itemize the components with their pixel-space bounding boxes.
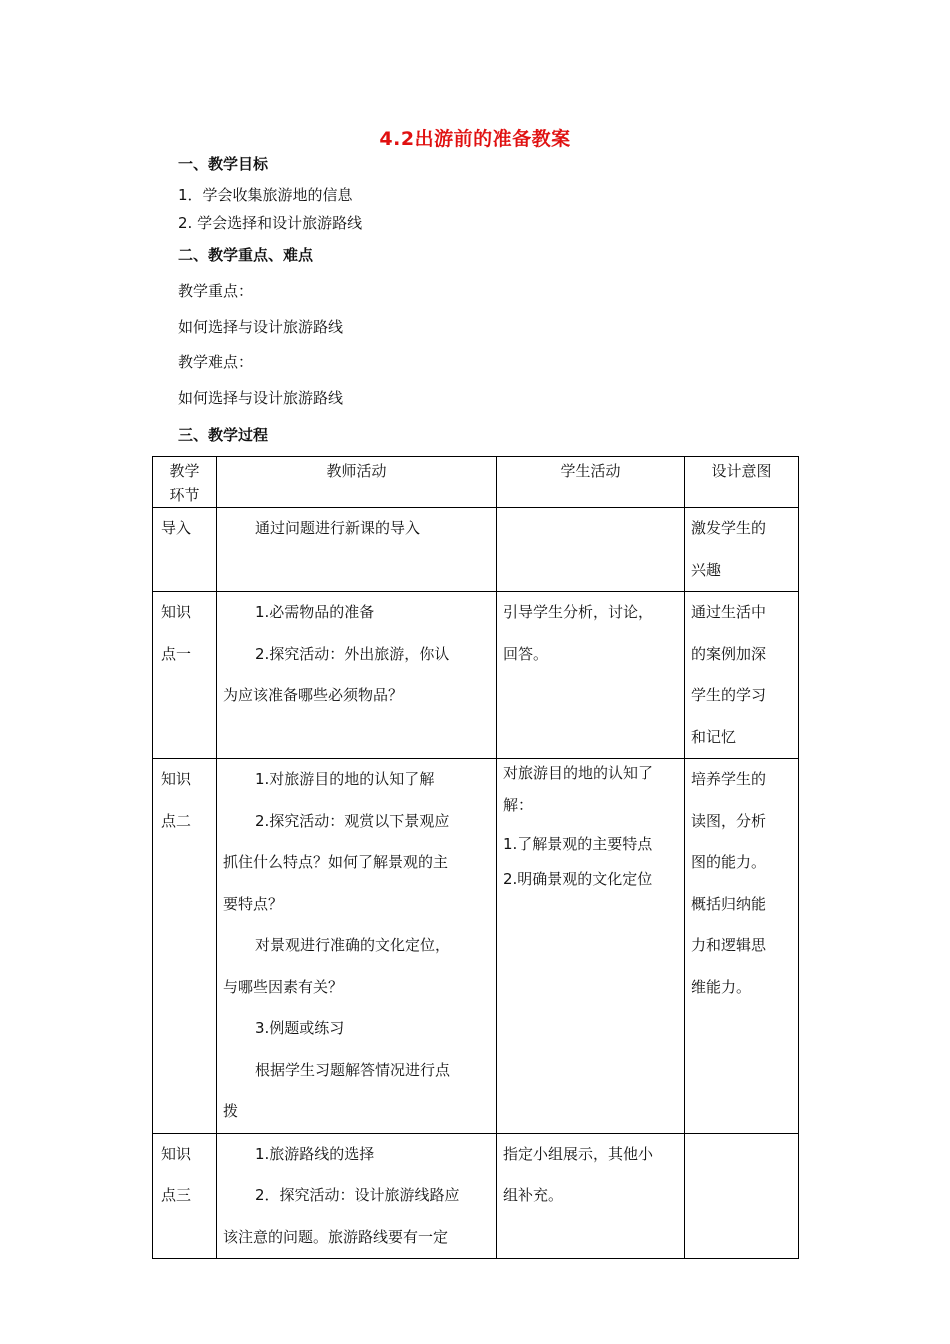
cell-line: 力和逻辑思 [691, 936, 767, 954]
section-heading-objectives: 一、教学目标 [178, 155, 269, 173]
cell-line: 通过问题进行新课的导入 [255, 519, 421, 537]
objective-item: 2. 学会选择和设计旅游路线 [178, 214, 363, 232]
cell-line: 1.了解景观的主要特点 [503, 834, 653, 853]
cell-line: 要特点？ [223, 894, 284, 913]
objective-item: 1．学会收集旅游地的信息 [178, 186, 353, 204]
difficulty-label: 教学难点： [178, 353, 254, 371]
cell-stage [153, 759, 217, 1134]
cell-intent [685, 759, 799, 1134]
cell-line: 读图，分析 [691, 811, 767, 830]
lesson-process-table [152, 456, 799, 1259]
cell-line: 维能力。 [691, 977, 752, 996]
header-teacher: 教师活动 [217, 457, 497, 508]
cell-line: 3.例题或练习 [255, 1019, 345, 1037]
cell-line: 和记忆 [691, 727, 737, 746]
cell-line: 对景观进行准确的文化定位， [255, 936, 451, 954]
cell-line: 解： [503, 796, 534, 814]
cell-line: 点一 [161, 644, 192, 663]
cell-student [497, 1133, 685, 1259]
cell-line: 2．探究活动：设计旅游线路应 [255, 1186, 460, 1204]
cell-teacher [217, 508, 497, 592]
cell-line: 点二 [161, 811, 192, 830]
cell-line: 2.探究活动：外出旅游，你认 [255, 644, 450, 663]
cell-line: 为应该准备哪些必须物品？ [223, 686, 404, 704]
cell-line: 拨 [223, 1102, 239, 1120]
key-point-label: 教学重点： [178, 282, 254, 300]
key-point-text: 如何选择与设计旅游路线 [178, 318, 344, 336]
table-row [153, 1133, 799, 1259]
cell-teacher [217, 759, 497, 1134]
cell-line: 培养学生的 [691, 770, 767, 788]
cell-line: 1.旅游路线的选择 [255, 1144, 375, 1163]
cell-intent [685, 592, 799, 759]
cell-line: 知识 [161, 770, 192, 788]
cell-line: 点三 [161, 1186, 192, 1204]
header-stage-line: 教学 [169, 462, 200, 480]
cell-line: 指定小组展示，其他小 [503, 1144, 654, 1163]
header-student: 学生活动 [497, 457, 685, 508]
cell-line: 2.明确景观的文化定位 [503, 869, 653, 888]
cell-line: 导入 [161, 519, 192, 537]
cell-line: 学生的学习 [691, 686, 767, 704]
cell-line: 2.探究活动：观赏以下景观应 [255, 811, 450, 830]
cell-line: 的案例加深 [691, 644, 767, 663]
cell-line: 组补充。 [503, 1186, 564, 1204]
cell-line: 回答。 [503, 644, 549, 663]
cell-line: 知识 [161, 603, 192, 621]
cell-teacher [217, 1133, 497, 1259]
cell-line: 1.必需物品的准备 [255, 603, 375, 621]
cell-line: 图的能力。 [691, 853, 767, 871]
cell-line: 该注意的问题。旅游路线要有一定 [223, 1227, 449, 1246]
cell-intent [685, 1133, 799, 1259]
cell-stage [153, 1133, 217, 1259]
cell-line: 对旅游目的地的认知了 [503, 764, 654, 782]
table-row [153, 759, 799, 1134]
cell-line: 引导学生分析，讨论， [503, 603, 654, 621]
cell-line: 抓住什么特点？如何了解景观的主 [223, 853, 449, 871]
cell-line: 根据学生习题解答情况进行点 [255, 1060, 451, 1079]
cell-intent [685, 508, 799, 592]
cell-line: 知识 [161, 1144, 192, 1163]
section-heading-process: 三、教学过程 [178, 426, 269, 444]
cell-line: 激发学生的 [691, 519, 767, 537]
section-heading-key-points: 二、教学重点、难点 [178, 246, 314, 264]
cell-stage [153, 592, 217, 759]
table-row [153, 592, 799, 759]
header-stage [153, 457, 217, 508]
header-stage-line: 环节 [169, 486, 200, 504]
cell-line: 与哪些因素有关？ [223, 977, 344, 996]
page-title: 4.2出游前的准备教案 [379, 128, 571, 150]
table-row [153, 508, 799, 592]
cell-line: 通过生活中 [691, 603, 767, 621]
cell-line: 兴趣 [691, 560, 722, 579]
table-header-row [153, 457, 799, 508]
cell-student [497, 592, 685, 759]
cell-stage [153, 508, 217, 592]
cell-line: 1.对旅游目的地的认知了解 [255, 770, 435, 788]
cell-student [497, 759, 685, 1134]
header-intent: 设计意图 [685, 457, 799, 508]
difficulty-text: 如何选择与设计旅游路线 [178, 389, 344, 407]
cell-student [497, 508, 685, 592]
cell-teacher [217, 592, 497, 759]
cell-line: 概括归纳能 [691, 894, 767, 913]
